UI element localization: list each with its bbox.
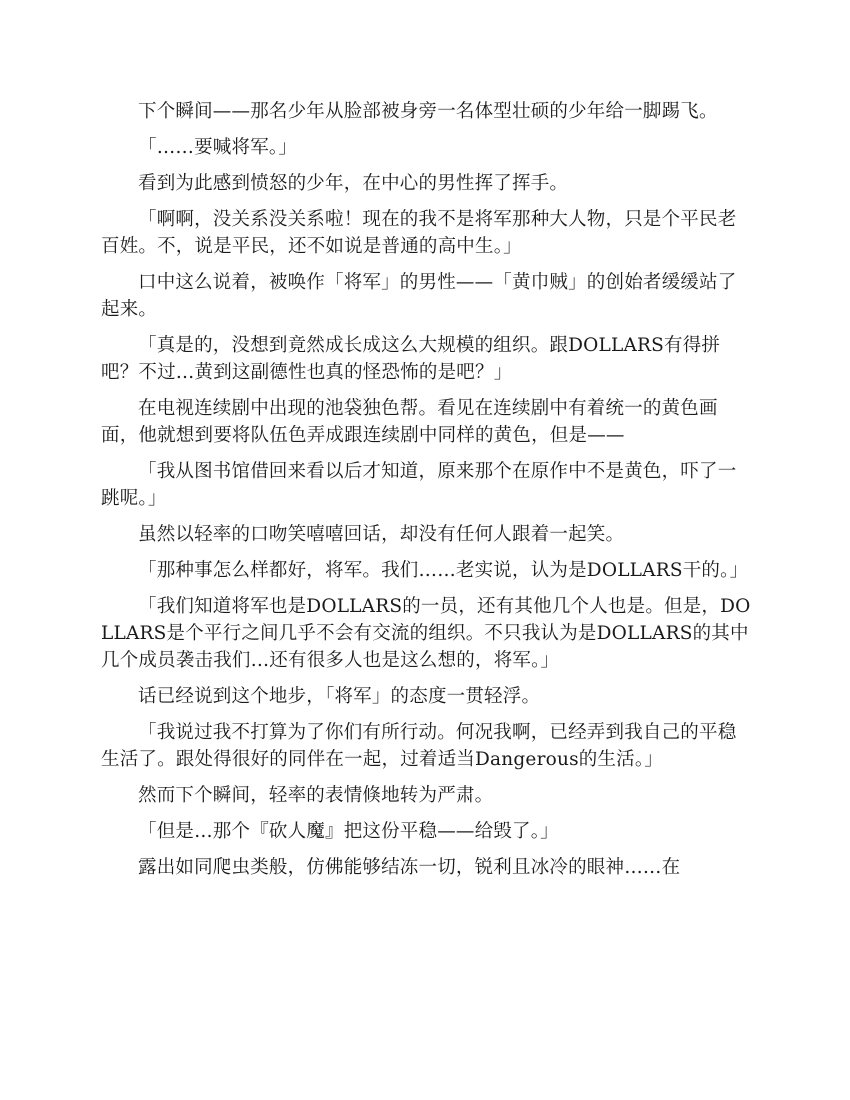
paragraph-11: 「我们知道将军也是DOLLARS的一员，还有其他几个人也是。但是，DOLLARS是个平行之间几乎不会有交流的组织。不只我认为是DOLLARS的其中几个成员袭击我们…还有很多人也是这么想的，将军。」 bbox=[101, 596, 751, 671]
document-body bbox=[101, 98, 751, 890]
paragraph-5: 口中这么说着，被唤作「将军」的男性——「黄巾贼」的创始者缓缓站了起来。 bbox=[101, 272, 737, 320]
paragraph-4: 「啊啊，没关系没关系啦！现在的我不是将军那种大人物，只是个平民老百姓。不，说是平民，还不如说是普通的高中生。」 bbox=[101, 209, 737, 257]
paragraph-10: 「那种事怎么样都好，将军。我们……老实说，认为是DOLLARS干的。」 bbox=[138, 560, 749, 581]
paragraph-3: 看到为此感到愤怒的少年，在中心的男性挥了挥手。 bbox=[138, 173, 569, 194]
paragraph-13: 「我说过我不打算为了你们有所行动。何况我啊，已经弄到我自己的平稳生活了。跟处得很好的同伴在一起，过着适当Dangerous的生活。」 bbox=[101, 722, 737, 770]
paragraph-2: 「……要喊将军。」 bbox=[138, 137, 298, 158]
paragraph-12: 话已经说到这个地步，「将军」的态度一贯轻浮。 bbox=[138, 686, 541, 707]
paragraph-9: 虽然以轻率的口吻笑嘻嘻回话，却没有任何人跟着一起笑。 bbox=[138, 524, 625, 545]
paragraph-7: 在电视连续剧中出现的池袋独色帮。看见在连续剧中有着统一的黄色画面，他就想到要将队伍色弄成跟连续剧中同样的黄色，但是—— bbox=[101, 398, 718, 446]
paragraph-1: 下个瞬间——那名少年从脸部被身旁一名体型壮硕的少年给一脚踢飞。 bbox=[138, 101, 718, 122]
paragraph-8: 「我从图书馆借回来看以后才知道，原来那个在原作中不是黄色，吓了一跳呢。」 bbox=[101, 461, 737, 509]
paragraph-6: 「真是的，没想到竟然成长成这么大规模的组织。跟DOLLARS有得拼吧？不过…黄到这副德性也真的怪恐怖的是吧？」 bbox=[101, 335, 721, 383]
paragraph-14: 然而下个瞬间，轻率的表情倏地转为严肃。 bbox=[138, 785, 494, 806]
paragraph-16: 露出如同爬虫类般，仿佛能够结冻一切，锐利且冰冷的眼神……在 bbox=[138, 857, 681, 878]
paragraph-15: 「但是…那个『砍人魔』把这份平稳——给毁了。」 bbox=[138, 821, 559, 842]
